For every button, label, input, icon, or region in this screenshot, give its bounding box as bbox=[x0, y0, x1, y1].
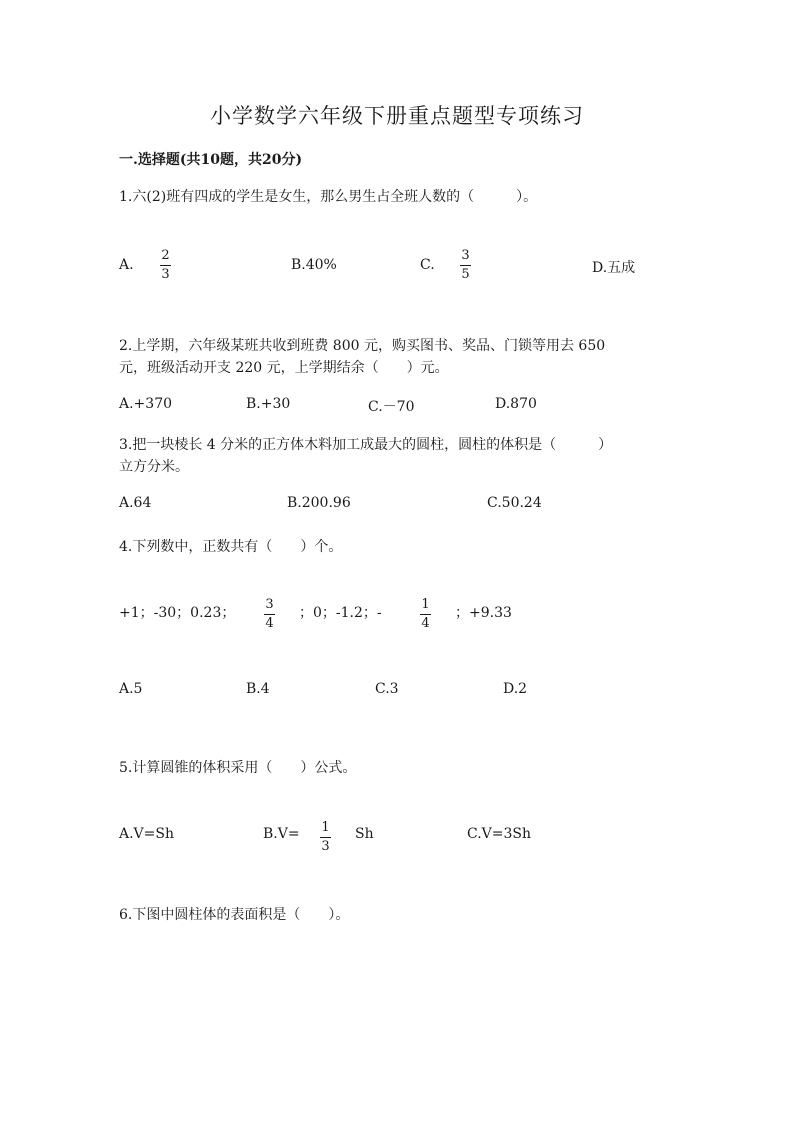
q4-fraction-3-4 bbox=[264, 597, 275, 631]
fraction-numerator: 2 bbox=[161, 248, 170, 263]
question-6-stem: 6.下图中圆柱体的表面积是（ ）。 bbox=[119, 907, 350, 923]
q1-option-a-fraction bbox=[160, 248, 171, 282]
q1-option-d: D.五成 bbox=[592, 260, 636, 276]
q4-sequence-part-1: +1；-30；0.23； bbox=[119, 605, 236, 621]
q4-sequence-part-2: ；0；-1.2；- bbox=[299, 605, 382, 621]
q1-option-a-label: A. bbox=[119, 257, 134, 273]
fraction-denominator: 3 bbox=[161, 267, 170, 282]
q5-option-c: C.V=3Sh bbox=[467, 826, 532, 842]
q5-option-a: A.V=Sh bbox=[119, 826, 175, 842]
fraction-denominator: 4 bbox=[265, 616, 274, 631]
question-2-line-2: 元，班级活动开支 220 元，上学期结余（ ）元。 bbox=[119, 360, 449, 376]
q4-fraction-1-4 bbox=[420, 597, 431, 631]
q2-option-a: A.+370 bbox=[119, 396, 173, 412]
q3-option-c: C.50.24 bbox=[487, 495, 542, 511]
fraction-bar bbox=[320, 837, 331, 838]
page-title: 小学数学六年级下册重点题型专项练习 bbox=[210, 104, 584, 128]
question-3-line-2: 立方分米。 bbox=[119, 459, 189, 475]
q2-option-c: C.－70 bbox=[368, 399, 415, 415]
q3-option-b: B.200.96 bbox=[287, 495, 351, 511]
q1-option-c-fraction bbox=[460, 248, 471, 282]
fraction-denominator: 4 bbox=[421, 616, 430, 631]
fraction-bar bbox=[420, 614, 431, 615]
q4-option-a: A.5 bbox=[119, 681, 143, 697]
q5-option-b-fraction bbox=[320, 820, 331, 854]
fraction-denominator: 3 bbox=[321, 839, 330, 854]
section-heading: 一.选择题(共10题，共20分) bbox=[119, 152, 303, 168]
q1-option-c-label: C. bbox=[420, 257, 435, 273]
question-1-stem: 1.六(2)班有四成的学生是女生，那么男生占全班人数的（ ）。 bbox=[119, 189, 538, 205]
fraction-numerator: 1 bbox=[321, 820, 330, 835]
q1-option-b: B.40% bbox=[291, 257, 337, 273]
fraction-numerator: 3 bbox=[461, 248, 470, 263]
question-2-line-1: 2.上学期，六年级某班共收到班费 800 元，购买图书、奖品、门锁等用去 650 bbox=[119, 338, 606, 354]
q5-option-b-label: B.V= bbox=[263, 826, 300, 842]
question-5-stem: 5.计算圆锥的体积采用（ ）公式。 bbox=[119, 760, 357, 776]
q2-option-b: B.+30 bbox=[246, 396, 291, 412]
q4-option-b: B.4 bbox=[246, 681, 270, 697]
q2-option-d: D.870 bbox=[495, 396, 537, 412]
q4-option-d: D.2 bbox=[503, 681, 528, 697]
question-4-stem: 4.下列数中，正数共有（ ）个。 bbox=[119, 539, 343, 555]
fraction-bar bbox=[264, 614, 275, 615]
fraction-denominator: 5 bbox=[461, 267, 470, 282]
fraction-bar bbox=[160, 265, 171, 266]
question-3-line-1: 3.把一块棱长 4 分米的正方体木料加工成最大的圆柱，圆柱的体积是（ ） bbox=[119, 437, 613, 453]
q4-sequence-part-3: ；+9.33 bbox=[455, 605, 512, 621]
fraction-numerator: 3 bbox=[265, 597, 274, 612]
fraction-numerator: 1 bbox=[421, 597, 430, 612]
q5-option-b-tail: Sh bbox=[355, 826, 374, 842]
q4-option-c: C.3 bbox=[375, 681, 399, 697]
q3-option-a: A.64 bbox=[119, 495, 152, 511]
fraction-bar bbox=[460, 265, 471, 266]
